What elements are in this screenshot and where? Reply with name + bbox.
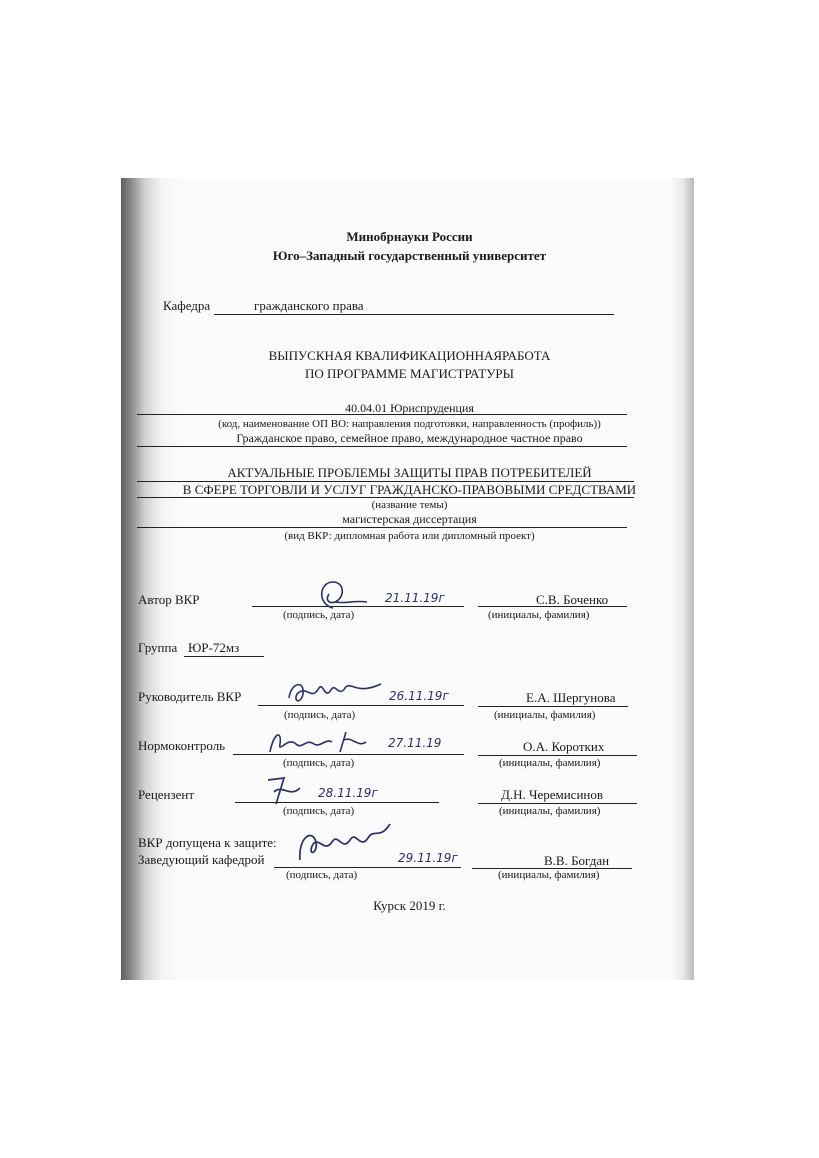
author-name: С.В. Боченко xyxy=(536,592,609,607)
ministry-title: Минобрнауки России xyxy=(346,229,473,244)
supervisor-signature-caption: (подпись, дата) xyxy=(284,709,356,721)
department-value: гражданского права xyxy=(254,298,364,313)
city-year: Курск 2019 г. xyxy=(373,898,446,913)
head-of-department-label: Заведующий кафедрой xyxy=(138,852,265,867)
author-name-line xyxy=(478,606,627,607)
work-type-line2: ПО ПРОГРАММЕ МАГИСТРАТУРЫ xyxy=(305,366,514,381)
program-profile-underline xyxy=(137,446,627,447)
normcontrol-date: 27.11.19 xyxy=(388,736,442,750)
normcontrol-label: Нормоконтроль xyxy=(138,738,226,753)
reviewer-name-line xyxy=(478,803,637,804)
program-code: 40.04.01 Юриспруденция xyxy=(345,401,474,415)
group-value: ЮР-72мз xyxy=(188,640,240,655)
reviewer-date: 28.11.19г xyxy=(318,786,378,800)
normcontrol-signature-caption: (подпись, дата) xyxy=(283,757,355,769)
supervisor-name: Е.А. Шергунова xyxy=(526,690,616,705)
author-name-caption: (инициалы, фамилия) xyxy=(488,609,590,621)
department-label: Кафедра xyxy=(163,298,211,313)
supervisor-name-line xyxy=(478,706,628,707)
author-label: Автор ВКР xyxy=(138,592,200,607)
supervisor-name-caption: (инициалы, фамилия) xyxy=(494,709,596,721)
thesis-kind-underline xyxy=(137,527,627,528)
reviewer-signature-caption: (подпись, дата) xyxy=(283,805,355,817)
head-date: 29.11.19г xyxy=(398,851,458,865)
head-name: В.В. Богдан xyxy=(544,853,610,868)
head-signature xyxy=(294,820,394,873)
reviewer-name: Д.Н. Черемисинов xyxy=(501,787,604,802)
group-underline xyxy=(184,656,264,657)
thesis-kind-caption: (вид ВКР: дипломная работа или дипломный проект) xyxy=(284,530,535,542)
topic-caption: (название темы) xyxy=(371,499,448,511)
normcontrol-name-line xyxy=(478,755,637,756)
university-title: Юго–Западный государственный университет xyxy=(272,248,547,263)
supervisor-label: Руководитель ВКР xyxy=(138,689,242,704)
normcontrol-name-caption: (инициалы, фамилия) xyxy=(499,757,601,769)
program-code-caption: (код, наименование ОП ВО: направления подготовки, направленность (профиль)) xyxy=(218,418,601,430)
topic-line2: В СФЕРЕ ТОРГОВЛИ И УСЛУГ ГРАЖДАНСКО-ПРАВОВЫМИ СРЕДСТВАМИ xyxy=(182,482,637,497)
program-profile: Гражданское право, семейное право, международное частное право xyxy=(236,431,583,445)
normcontrol-name: О.А. Коротких xyxy=(523,739,605,754)
author-date: 21.11.19г xyxy=(385,591,445,605)
department-underline xyxy=(214,314,614,315)
work-type-line1: ВЫПУСКНАЯ КВАЛИФИКАЦИОННАЯРАБОТА xyxy=(268,348,551,363)
topic-line1: АКТУАЛЬНЫЕ ПРОБЛЕМЫ ЗАЩИТЫ ПРАВ ПОТРЕБИТЕЛЕЙ xyxy=(227,465,592,480)
author-signature-caption: (подпись, дата) xyxy=(283,609,355,621)
head-name-caption: (инициалы, фамилия) xyxy=(498,869,600,881)
reviewer-name-caption: (инициалы, фамилия) xyxy=(499,805,601,817)
head-signature-caption: (подпись, дата) xyxy=(286,869,358,881)
program-code-underline xyxy=(137,414,627,415)
topic-line2-underline xyxy=(137,497,634,498)
admission-label: ВКР допущена к защите: xyxy=(138,835,277,850)
thesis-kind: магистерская диссертация xyxy=(342,512,477,526)
supervisor-date: 26.11.19г xyxy=(389,689,449,703)
reviewer-label: Рецензент xyxy=(138,787,195,802)
group-label: Группа xyxy=(138,640,178,655)
